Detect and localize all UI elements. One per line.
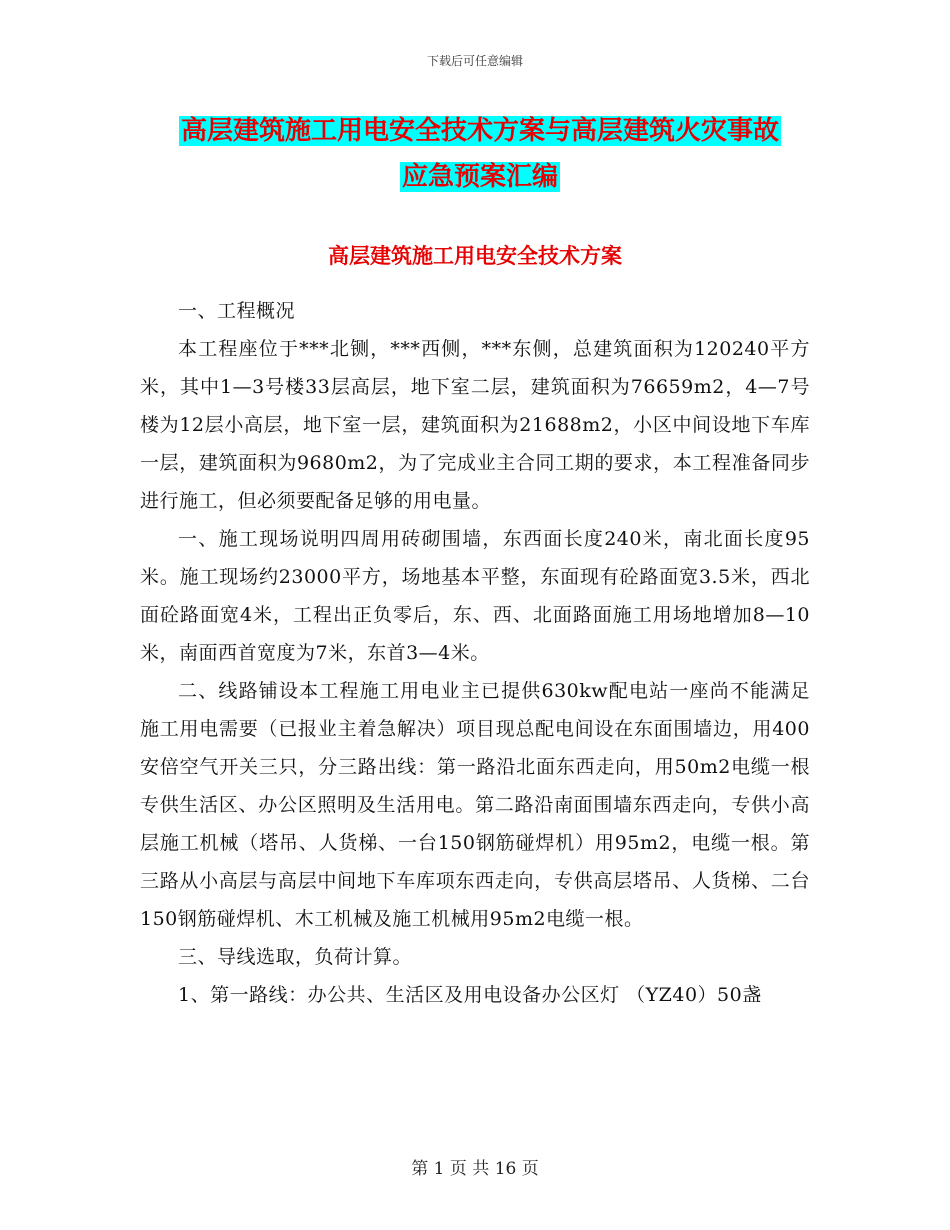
document-title-line1: 高层建筑施工用电安全技术方案与高层建筑火灾事故	[180, 116, 779, 146]
document-title	[140, 108, 820, 200]
paragraph: 本工程座位于***北铡，***西侧，***东侧，总建筑面积为120240平方米，其中1—3号楼33层高层，地下室二层，建筑面积为76659m2，4—7号楼为12层小高层，地下室一层，建筑面积为21688m2，小区中间设地下车库一层，建筑面积为9680m2，为了完成业主合同工期的要求，本工程准备同步进行施工，但必须要配备足够的用电量。	[140, 338, 810, 512]
paragraph: 一、施工现场说明四周用砖砌围墙，东西面长度240米，南北面长度95米。施工现场约23000平方，场地基本平整，东面现有砼路面宽3.5米，西北面砼路面宽4米，工程出正负零后，东、西、北面路面施工用场地增加8—10米，南面西首宽度为7米，东首3—4米。	[140, 528, 810, 664]
document-title-line2: 应急预案汇编	[401, 162, 558, 192]
page-footer: 第 1 页 共 16 页	[411, 1159, 539, 1179]
body-text	[140, 292, 810, 1014]
header-note: 下载后可任意编辑	[426, 54, 523, 68]
paragraph: 1、第一路线：办公共、生活区及用电设备办公区灯 （YZ40）50盏	[178, 984, 762, 1006]
paragraph: 三、导线选取，负荷计算。	[178, 946, 413, 968]
paragraph: 一、工程概况	[178, 300, 296, 322]
section-title: 高层建筑施工用电安全技术方案	[328, 243, 622, 268]
paragraph: 二、线路铺设本工程施工用电业主已提供630kw配电站一座尚不能满足施工用电需要（已报业主着急解决）项目现总配电间设在东面围墙边，用400安倍空气开关三只，分三路出线：第一路沿北面东西走向，用50m2电缆一根专供生活区、办公区照明及生活用电。第二路沿南面围墙东西走向，专供小高层施工机械（塔吊、人货梯、一台150钢筋碰焊机）用95m2，电缆一根。第三路从小高层与高层中间地下车库项东西走向，专供高层塔吊、人货梯、二台150钢筋碰焊机、木工机械及施工机械用95m2电缆一根。	[140, 680, 810, 930]
